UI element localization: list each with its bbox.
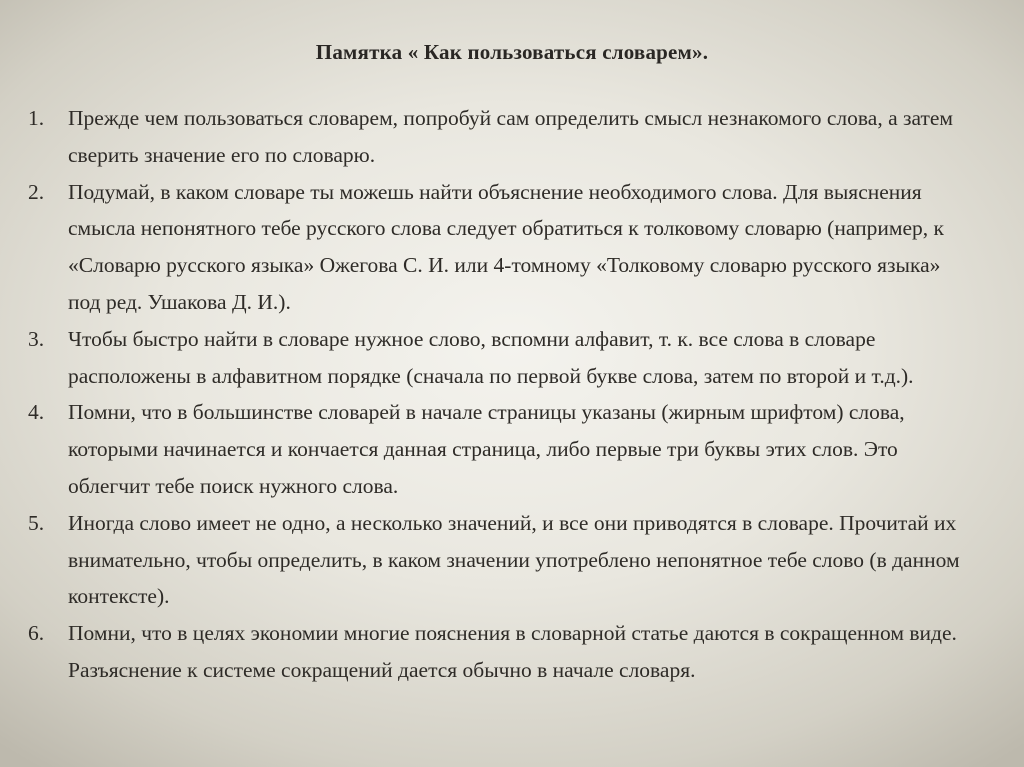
list-item <box>28 615 978 689</box>
list-item-text: Помни, что в большинстве словарей в начале страницы указаны (жирным шрифтом) слова, которыми начинается и кончается данная страница, либо первые три буквы этих слов. Это облегчит тебе поиск нужного слова. <box>68 400 905 498</box>
list-item <box>28 321 978 395</box>
list-item-number: 3. <box>28 326 45 351</box>
list-item-text: Подумай, в каком словаре ты можешь найти объяснение необходимого слова. Для выяснения смысла непонятного тебе русского слова следует обратиться к толковому словарю (например, к «Словарю русского языка» Ожегова С. И. или 4-томному «Толковому словарю русского языка» под ред. Ушакова Д. И.). <box>68 179 944 314</box>
list-item-text: Чтобы быстро найти в словаре нужное слово, вспомни алфавит, т. к. все слова в словаре расположены в алфавитном порядке (сначала по первой букве слова, затем по второй и т.д.). <box>68 326 914 388</box>
list-item <box>28 100 978 174</box>
list-item-text: Прежде чем пользоваться словарем, попробуй сам определить смысл незнакомого слова, а затем сверить значение его по словарю. <box>68 106 954 167</box>
list-item-number: 6. <box>28 621 45 646</box>
list-item-text: Иногда слово имеет не одно, а несколько значений, и все они приводятся в словаре. Прочитай их внимательно, чтобы определить, в каком значении употреблено непонятное тебе слово (в данном контексте). <box>68 510 960 609</box>
list-item <box>28 174 978 321</box>
page-title: Памятка « Как пользоваться словарем». <box>315 40 709 64</box>
list-item-number: 1. <box>28 106 45 130</box>
list-item <box>28 394 978 504</box>
list-item-number: 4. <box>28 400 45 425</box>
list-item-number: 2. <box>28 179 45 204</box>
list-item <box>28 505 978 615</box>
instruction-list <box>28 100 978 689</box>
list-item-text: Помни, что в целях экономии многие пояснения в словарной статье даются в сокращенном виде. Разъяснение к системе сокращений дается обычно в начале словаря. <box>68 621 957 682</box>
list-item-number: 5. <box>28 510 45 535</box>
